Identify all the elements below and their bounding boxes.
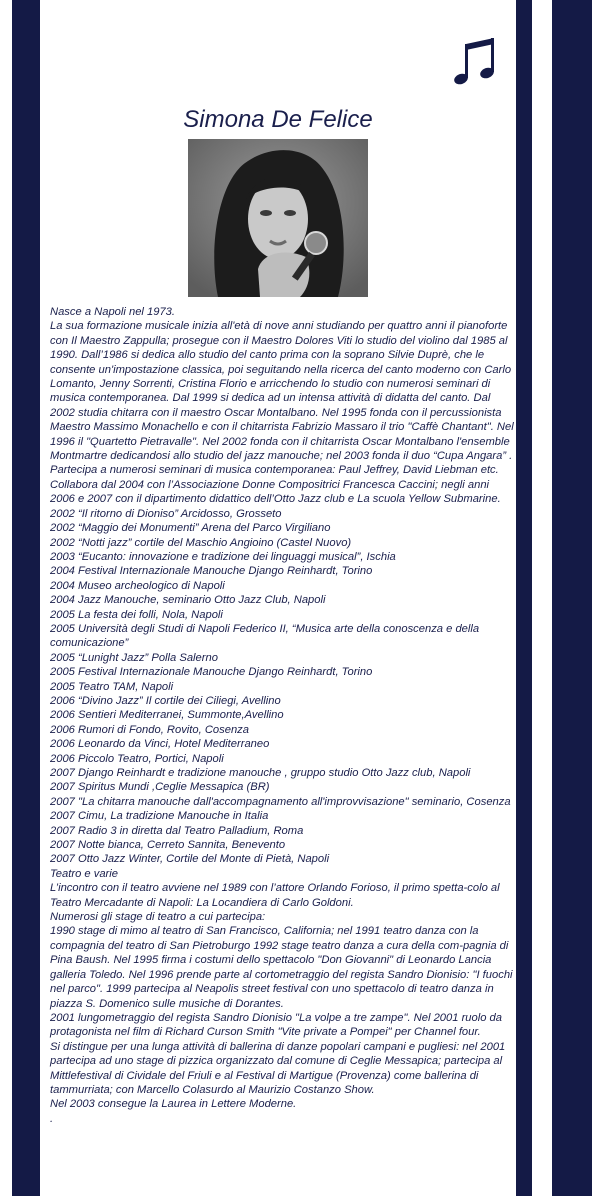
page-title: Simona De Felice <box>183 106 373 133</box>
portrait-photo <box>188 139 368 297</box>
right-frame-bar-inner <box>516 0 532 1196</box>
left-frame-bar <box>12 0 40 1196</box>
biography-text: Nasce a Napoli nel 1973. La sua formazione musicale inizia all'età di nove anni studiando per quattro anni il pianoforte con Il Maestro Zappulla; prosegue con il Maestro Dolores Viti lo studio del violino dal 1985 al 1990. Dall’1986 si dedica allo studio del canto prima con la soprano Silvie Duprè, che le consente un'impostazione classica, poi seguitando nella ricerca del canto moderno con Carlo Lomanto, Jenny Sorrenti, Cristina Florio e arricchendo lo studio con numerosi seminari di musica contemporanea. Dal 1999 si dedica ad un intensa attività di didatta del canto. Dal 2002 studia chitarra con il maestro Oscar Montalbano. Nel 1995 fonda con il percussionista Maestro Massimo Monachello e con il chitarrista Fabrizio Massaro il trio "Caffè Chantant". Nel 1996 il "Quartetto Pietravalle". Nel 2002 fonda con il chitarrista Oscar Montalbano l'ensemble Montmartre dedicandosi allo studio del jazz manouche; nel 2003 fonda il duo “Cupa Angara” . Partecipa a numerosi seminari di musica contemporanea: Paul Jeffrey, David Liebman etc. Collabora dal 2004 con l’Associazione Donne Compositrici Francesca Caccini; negli anni 2006 e 2007 con il dipartimento didattico dell’Otto Jazz club e La scuola Yellow Submarine. 2002 “Il ritorno di Dioniso” Arcidosso, Grosseto 2002 “Maggio dei Monumenti” Arena del Parco Virgiliano 2002 “Notti jazz” cortile del Maschio Angioino (Castel Nuovo) 2003 “Eucanto: innovazione e tradizione dei linguaggi musical”, Ischia 2004 Festival Internazionale Manouche Django Reinhardt, Torino 2004 Museo archeologico di Napoli 2004 Jazz Manouche, seminario Otto Jazz Club, Napoli 2005 La festa dei folli, Nola, Napoli 2005 Università degli Studi di Napoli Federico II, “Musica arte della conoscenza e della comunicazione” 2005 “Lunight Jazz” Polla Salerno 2005 Festival Internazionale Manouche Django Reinhardt, Torino 2005 Teatro TAM, Napoli 2006 “Divino Jazz” Il cortile dei Ciliegi, Avellino 2006 Sentieri Mediterranei, Summonte,Avellino 2006 Rumori di Fondo, Rovito, Cosenza 2006 Leonardo da Vinci, Hotel Mediterraneo 2006 Piccolo Teatro, Portici, Napoli 2007 Django Reinhardt e tradizione manouche , gruppo studio Otto Jazz club, Napoli 2007 Spiritus Mundi ,Ceglie Messapica (BR) 2007 "La chitarra manouche dall'accompagnamento all'improvvisazione" seminario, Cosenza 2007 Cimu, La tradizione Manouche in Italia 2007 Radio 3 in diretta dal Teatro Palladium, Roma 2007 Notte bianca, Cerreto Sannita, Benevento 2007 Otto Jazz Winter, Cortile del Monte di Pietà, Napoli Teatro e varie L’incontro con il teatro avviene nel 1989 con l’attore Orlando Forioso, il primo spetta-colo al Teatro Mercadante di Napoli: La Locandiera di Carlo Goldoni. Numerosi gli stage di teatro a cui partecipa: 1990 stage di mimo al teatro di San Francisco, California; nel 1991 teatro danza con la compagnia del teatro di San Pietroburgo 1992 stage teatro danza a cura della com-pagnia di Pina Baush. Nel 1995 firma i costumi dello spettacolo "Don Giovanni" di Leonardo Lancia galleria Toledo. Nel 1996 prende parte al cortometraggio del regista Sandro Dionisio: "I fuochi nel parco". 1999 partecipa al Neapolis street festival con uno spettacolo di teatro danza in piazza S. Domenico sulle musiche di Dorantes. 2001 lungometraggio del regista Sandro Dionisio "La volpe a tre zampe". Nel 2001 ruolo da protagonista nel film di Richard Curson Smith "Vite private a Pompei" per Channel four. Si distingue per una lunga attività di ballerina di danze popolari campani e pugliesi: nel 2001 partecipa ad uno stage di pizzica organizzato dal comune di Ceglie Messapica; partecipa al Mittlefestival di Cividale del Friuli e al Festival di Martigue (Provenza) come ballerina di tammurriata; con Marcello Colasurdo al Maurizio Costanzo Show. Nel 2003 consegue la Laurea in Lettere Moderne. . <box>50 306 514 1125</box>
right-frame-bar-outer <box>552 0 592 1196</box>
music-notes-icon <box>452 30 500 90</box>
